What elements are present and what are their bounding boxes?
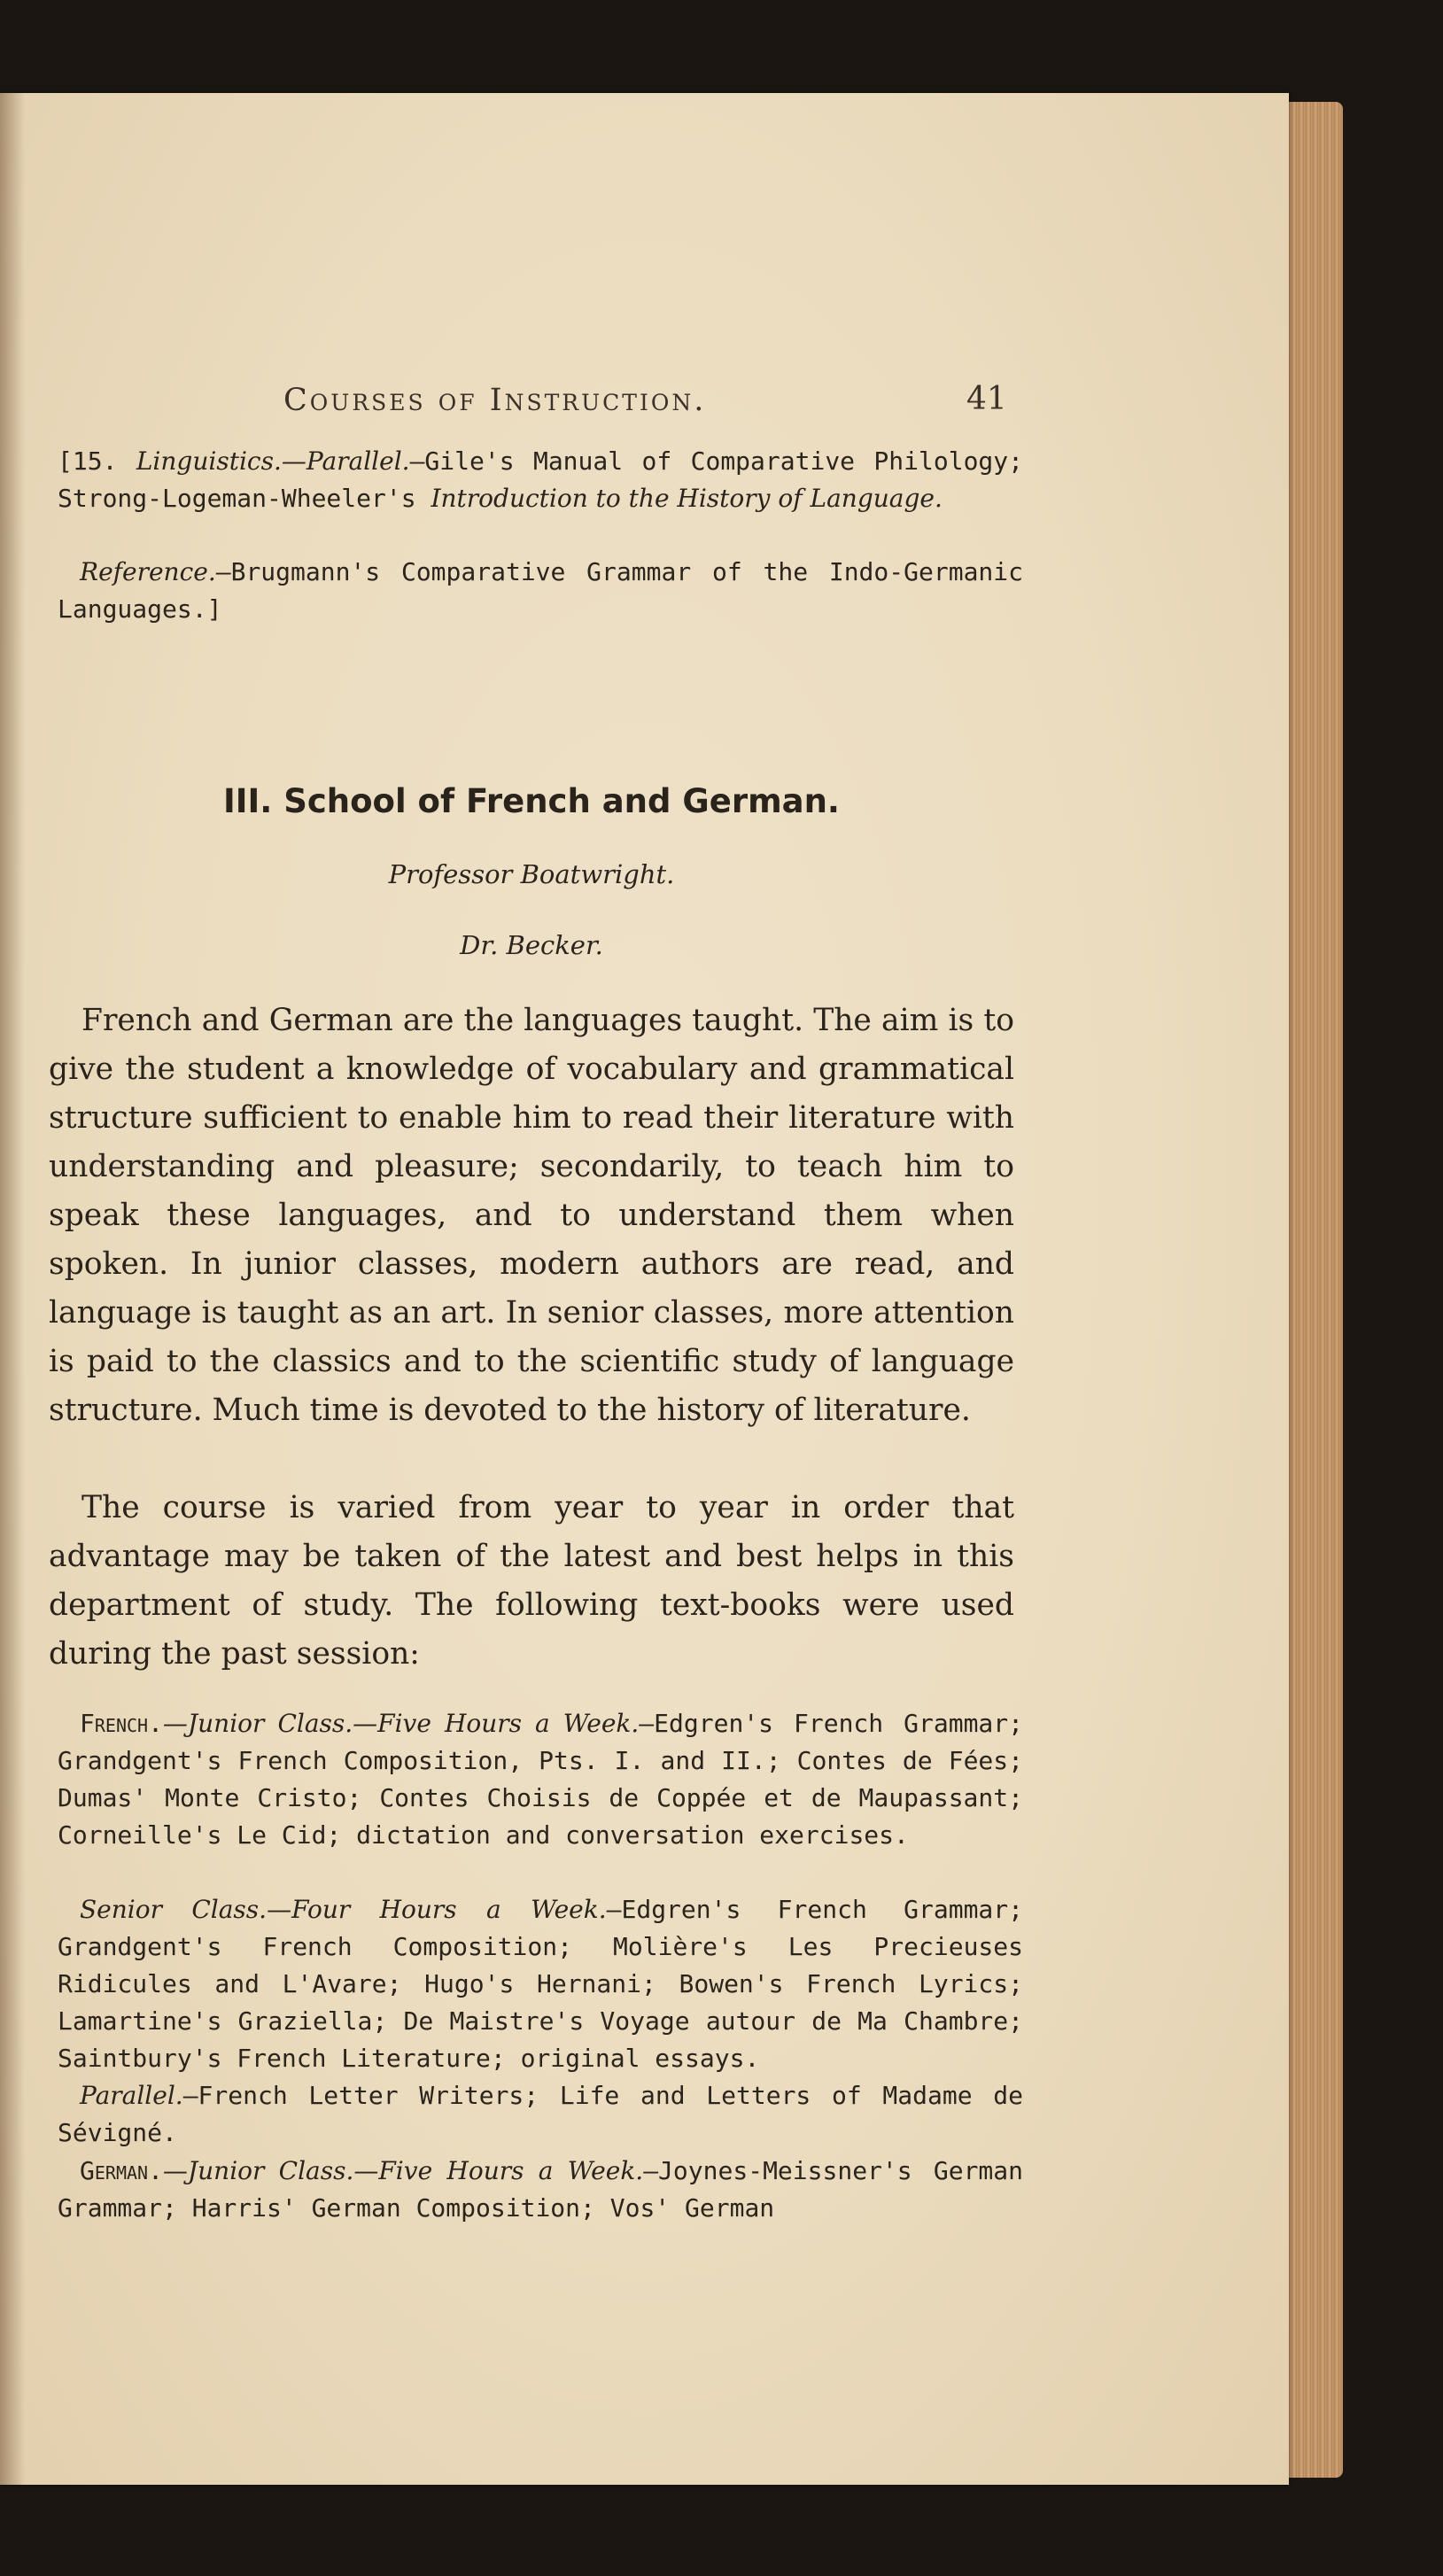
book-page: [0, 93, 1289, 2485]
running-head-title: Courses of Instruction.: [283, 383, 707, 418]
french-senior-label: Senior Class.—Four Hours a Week.: [80, 1895, 607, 1924]
paragraph-course: The course is varied from year to year in order that advantage may be taken of the latest and best helps in this department of study. The following text-books were used during the past session:: [49, 1490, 1014, 1672]
linguistics-open: [15.: [58, 446, 136, 476]
linguistics-parallel: [58, 443, 1023, 517]
french-label: French.: [80, 1709, 163, 1738]
linguistics-parallel-label: —Parallel.: [281, 446, 410, 476]
gutter-shadow: [0, 93, 25, 2485]
french-junior-text: —Edgren's French Grammar; Grandgent's French Composition, Pts. I. and II.; Contes de Fées; Dumas' Monte Cristo; Contes Choisis de Coppée et de Maupassant; Corneille's Le Cid; dictation and conversation exercises.: [58, 1709, 1023, 1850]
german-label: German.: [80, 2156, 163, 2185]
french-junior: [58, 1705, 1023, 1854]
french-parallel-label: Parallel.: [80, 2081, 183, 2110]
french-senior-text: —Edgren's French Grammar; Grandgent's French Composition; Molière's Les Precieuses Ridicules and L'Avare; Hugo's Hernani; Bowen's French Lyrics; Lamartine's Graziella; De Maistre's Voyage autour de Ma Chambre; Saintbury's French Literature; original essays.: [58, 1895, 1024, 2073]
linguistics-reference: [58, 554, 1023, 628]
page-number: 41: [966, 381, 1007, 417]
linguistics-reference-label: Reference.: [80, 557, 216, 586]
section-heading: III. School of French and German.: [222, 782, 840, 820]
professor-name: Professor Boatwright.: [388, 859, 675, 889]
body-paragraph-2: [49, 1484, 1014, 1679]
body-paragraph-1: [49, 997, 1014, 1435]
german-junior-text: —Joynes-Meissner's German Grammar; Harris' German Composition; Vos' German: [58, 2156, 1023, 2223]
german-junior: [58, 2153, 1023, 2227]
running-head: [49, 383, 1014, 436]
linguistics-parallel-book: Introduction to the History of Language.: [431, 484, 943, 513]
german-junior-label: —Junior Class.—Five Hours a Week.: [162, 2156, 644, 2185]
paragraph-aims: French and German are the languages taught. The aim is to give the student a knowledge of vocabulary and grammatical structure sufficient to enable him to read their literature with understanding and pleasure; secondarily, to teach him to speak these languages, and to understand them when spoken. In junior classes, modern authors are read, and language is taught as an art. In senior classes, more attention is paid to the classics and to the scientific study of language structure. Much time is devoted to the history of literature.: [49, 1003, 1014, 1428]
french-senior: [58, 1891, 1023, 2077]
doctor-name: Dr. Becker.: [460, 930, 603, 960]
linguistics-parallel-text: —Gile's Manual of Comparative Philology; Strong-Logeman-Wheeler's: [58, 446, 1023, 513]
linguistics-title: Linguistics.: [136, 446, 282, 476]
french-junior-label: —Junior Class.—Five Hours a Week.: [162, 1709, 640, 1738]
french-parallel: [58, 2077, 1023, 2152]
linguistics-reference-text: —Brugmann's Comparative Grammar of the Indo-Germanic Languages.]: [58, 557, 1023, 624]
french-parallel-text: —French Letter Writers; Life and Letters of Madame de Sévigné.: [58, 2081, 1023, 2147]
